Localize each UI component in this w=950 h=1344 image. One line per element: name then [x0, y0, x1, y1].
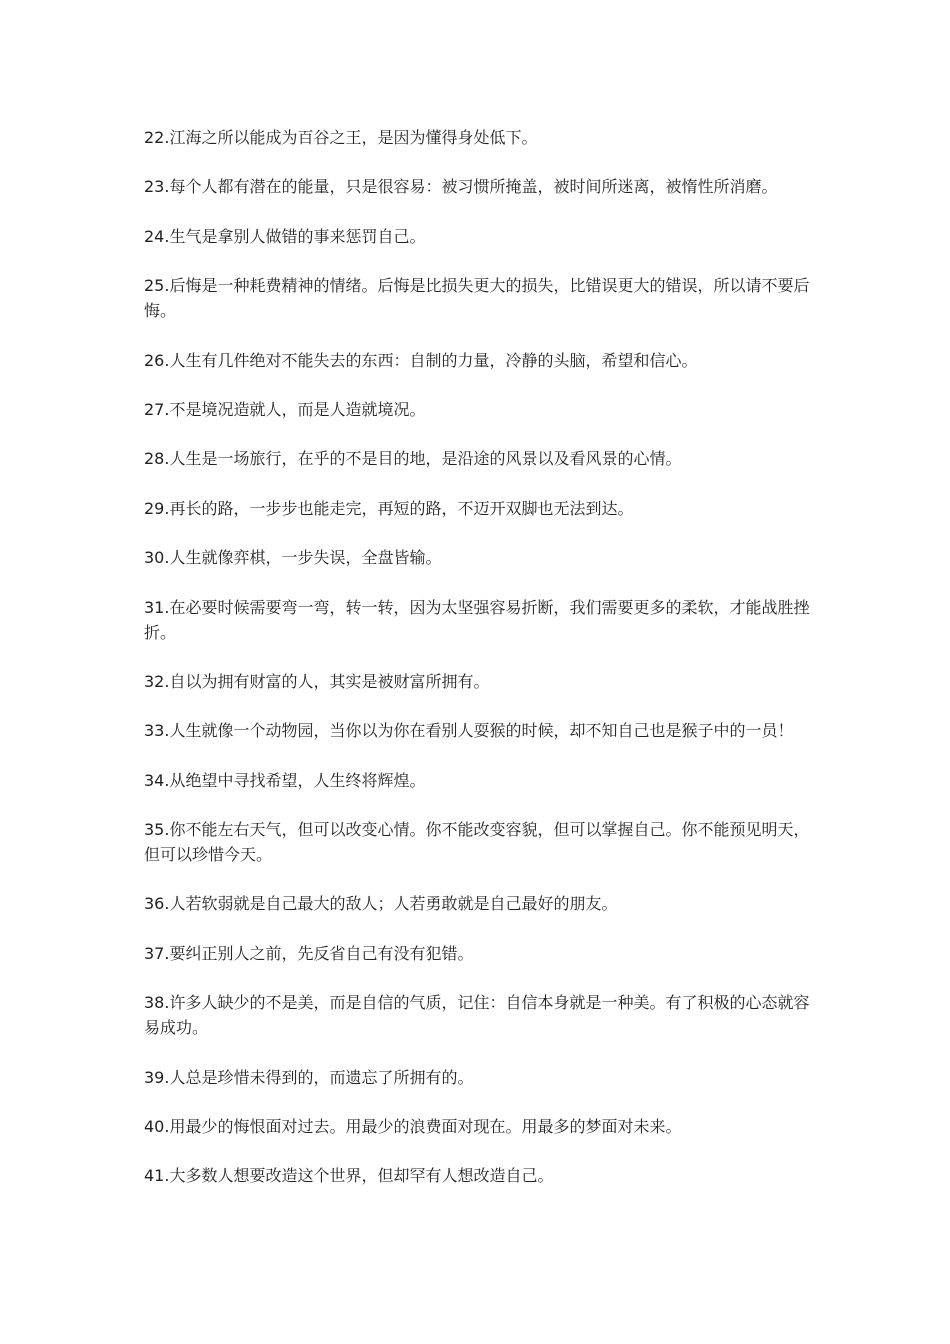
paragraph-28: 28.人生是一场旅行，在乎的不是目的地，是沿途的风景以及看风景的心情。: [144, 449, 682, 469]
document-body: [144, 125, 814, 1213]
paragraph-23: 23.每个人都有潜在的能量，只是很容易：被习惯所掩盖，被时间所迷离，被惰性所消磨。: [144, 177, 778, 197]
paragraph-24: 24.生气是拿别人做错的事来惩罚自己。: [144, 226, 426, 246]
paragraph-41: 41.大多数人想要改造这个世界，但却罕有人想改造自己。: [144, 1166, 554, 1186]
paragraph-30: 30.人生就像弈棋，一步失误，全盘皆输。: [144, 548, 442, 568]
paragraph-38: 38.许多人缺少的不是美，而是自信的气质，记住：自信本身就是一种美。有了积极的心态就容易成功。: [144, 993, 810, 1038]
paragraph-39: 39.人总是珍惜未得到的，而遗忘了所拥有的。: [144, 1067, 474, 1087]
paragraph-37: 37.要纠正别人之前，先反省自己有没有犯错。: [144, 943, 474, 963]
paragraph-34: 34.从绝望中寻找希望，人生终将辉煌。: [144, 770, 426, 790]
paragraph-36: 36.人若软弱就是自己最大的敌人；人若勇敢就是自己最好的朋友。: [144, 894, 618, 914]
paragraph-25: 25.后悔是一种耗费精神的情绪。后悔是比损失更大的损失，比错误更大的错误，所以请不要后悔。: [144, 276, 810, 321]
paragraph-35: 35.你不能左右天气，但可以改变心情。你不能改变容貌，但可以掌握自己。你不能预见明天，但可以珍惜今天。: [144, 820, 810, 865]
paragraph-26: 26.人生有几件绝对不能失去的东西：自制的力量，冷静的头脑，希望和信心。: [144, 350, 698, 370]
paragraph-32: 32.自以为拥有财富的人，其实是被财富所拥有。: [144, 671, 490, 691]
paragraph-29: 29.再长的路，一步步也能走完，再短的路，不迈开双脚也无法到达。: [144, 498, 634, 518]
paragraph-22: 22.江海之所以能成为百谷之王，是因为懂得身处低下。: [144, 128, 538, 147]
paragraph-31: 31.在必要时候需要弯一弯，转一转，因为太坚强容易折断，我们需要更多的柔软，才能战胜挫折。: [144, 597, 810, 642]
paragraph-40: 40.用最少的悔恨面对过去。用最少的浪费面对现在。用最多的梦面对未来。: [144, 1117, 682, 1137]
paragraph-27: 27.不是境况造就人，而是人造就境况。: [144, 399, 426, 419]
paragraph-33: 33.人生就像一个动物园，当你以为你在看别人耍猴的时候，却不知自己也是猴子中的一员！: [144, 721, 794, 741]
